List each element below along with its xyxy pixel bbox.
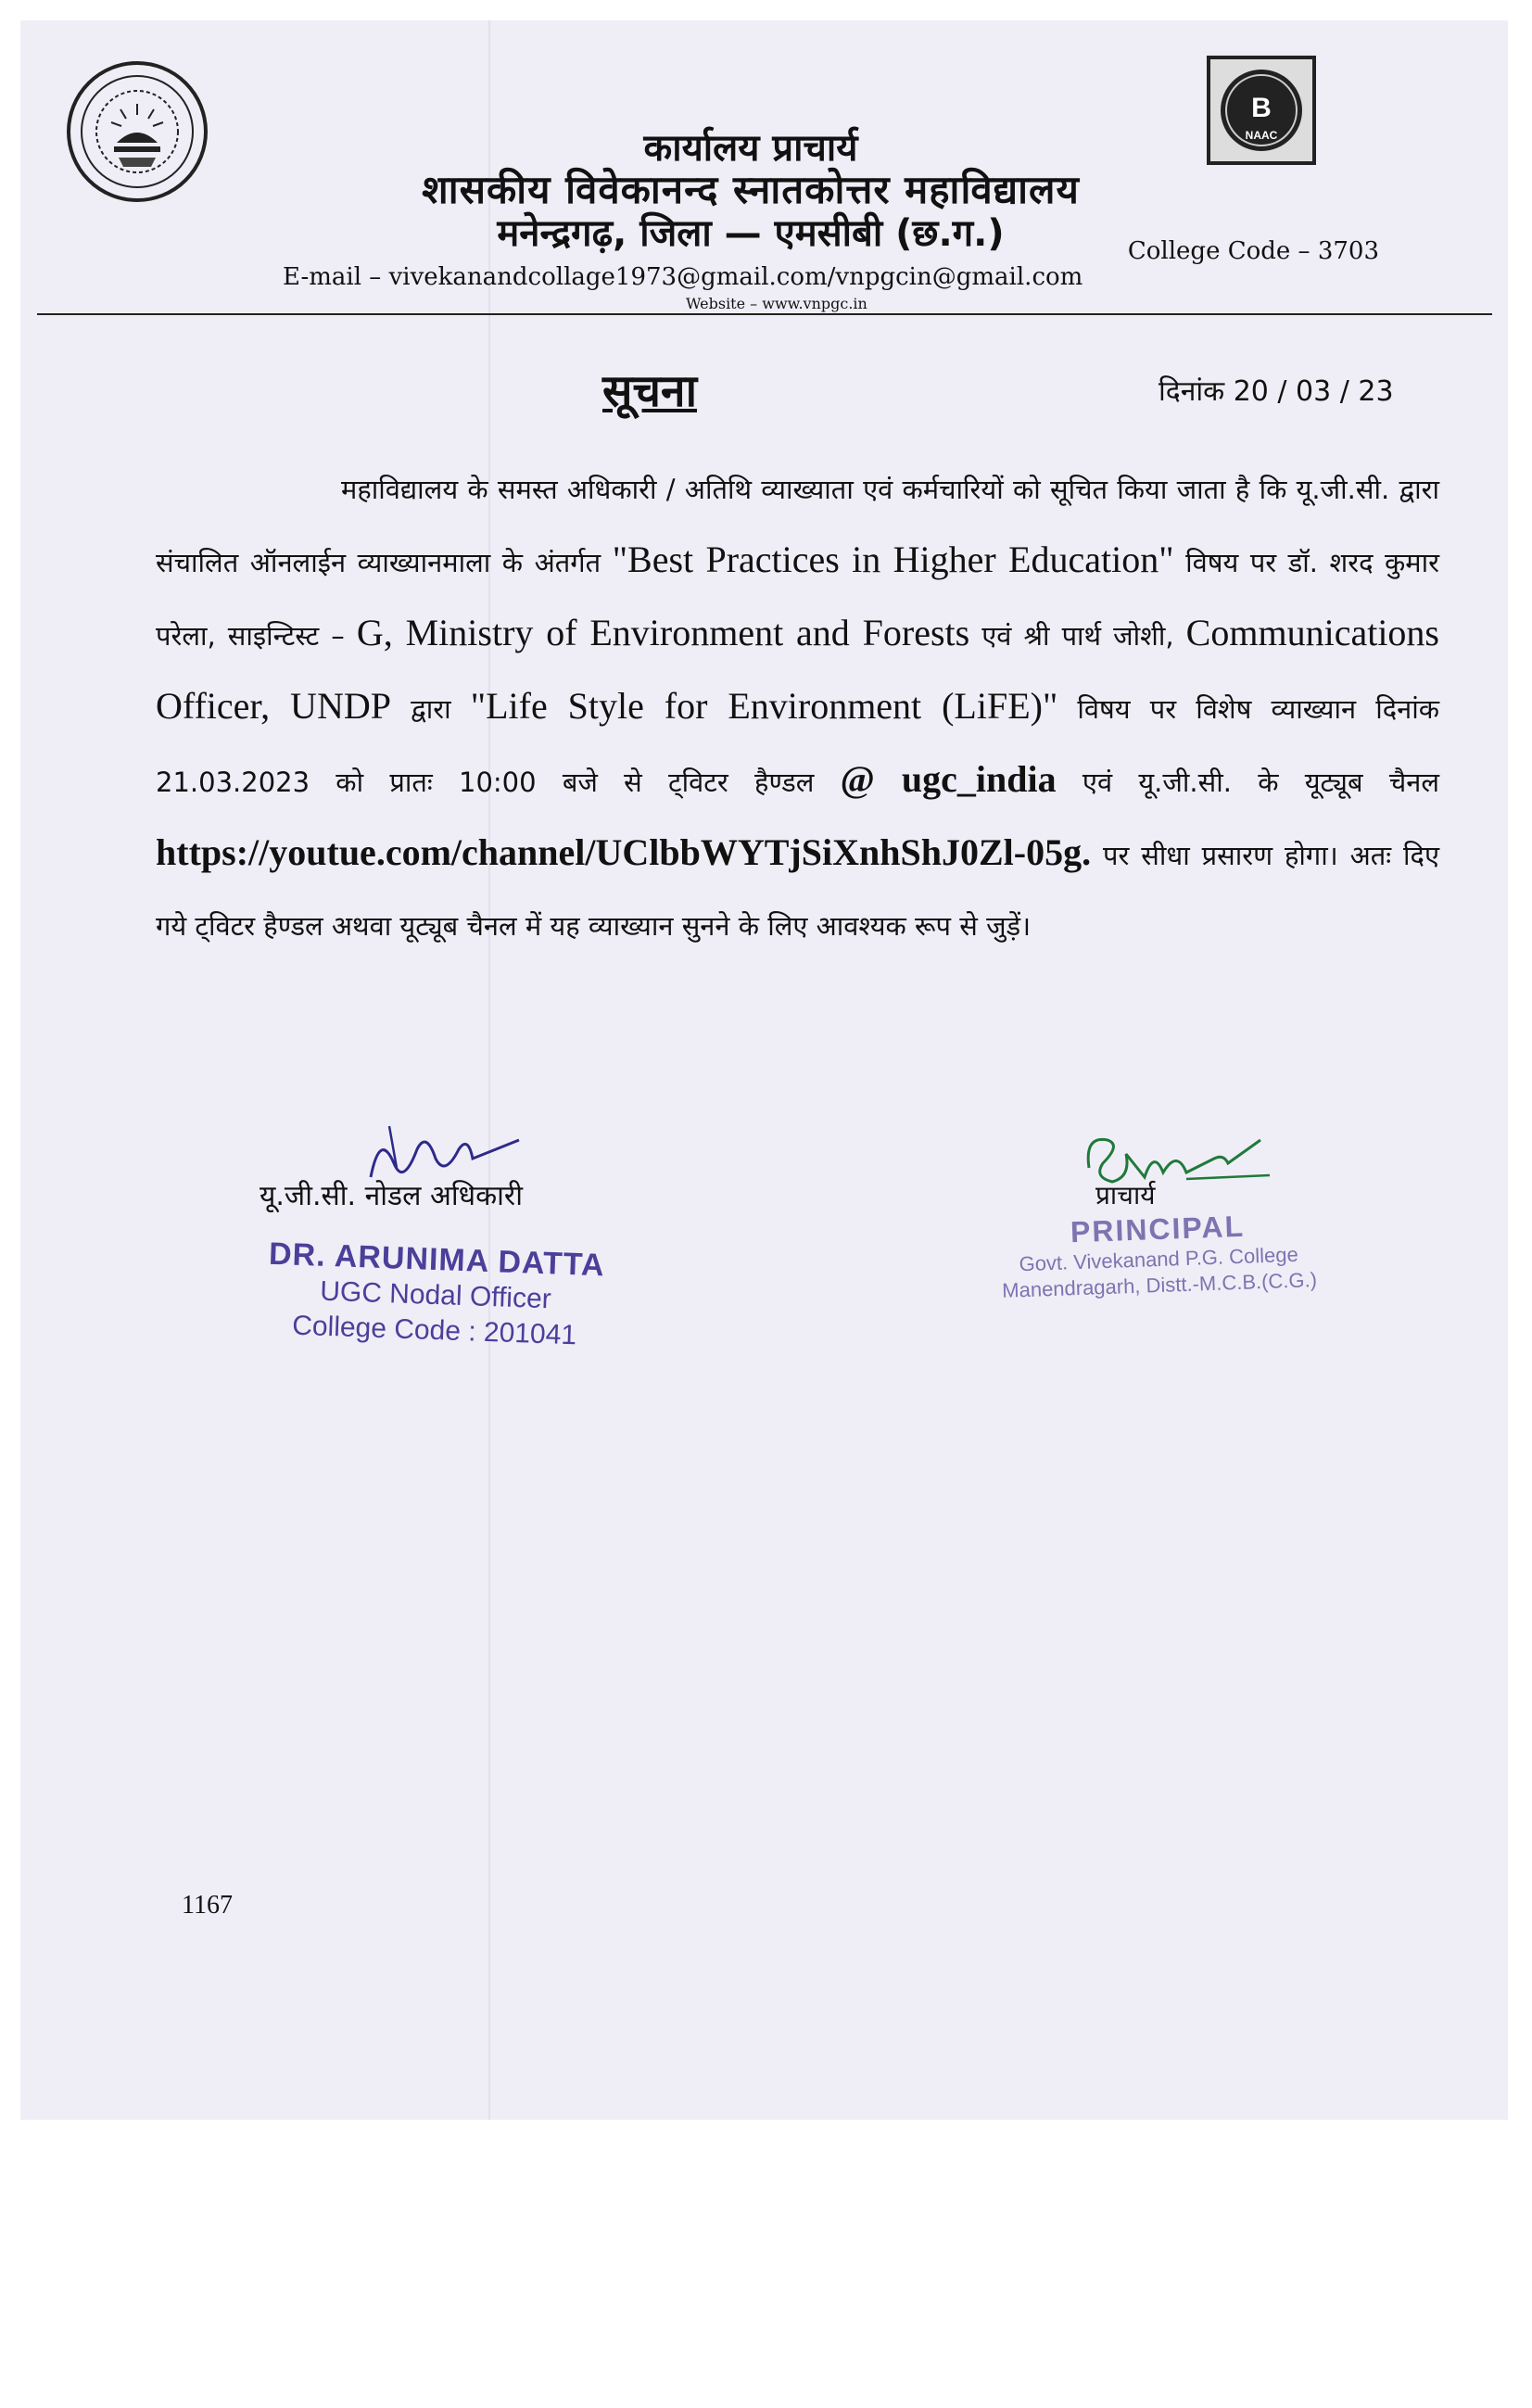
twitter-handle: @ ugc_india bbox=[840, 758, 1057, 800]
nodal-officer-label: यू.जी.सी. नोडल अधिकारी bbox=[260, 1180, 523, 1212]
body-text-1: महाविद्यालय के समस्त अधिकारी / अतिथि व्याख्याता एवं कर्मचारियों को सूचित किया जाता है कि यू.जी.सी. द्वारा संचालित ऑनलाईन व्याख्यानमाला के अंतर्गत bbox=[156, 474, 1439, 578]
body-text-2: विषय पर डॉ. शरद कुमार परेला, साइन्टिस्ट – bbox=[156, 547, 1440, 652]
nodal-stamp-code: College Code : 201041 bbox=[291, 1310, 577, 1351]
naac-grade: B bbox=[1251, 93, 1272, 123]
notice-date: दिनांक 20 / 03 / 23 bbox=[1158, 375, 1394, 408]
document-page bbox=[20, 20, 1508, 2120]
youtube-channel-link: https://youtue.com/channel/UClbbWYTjSiXnhShJ0Zl-05g. bbox=[156, 831, 1092, 873]
naac-label: NAAC bbox=[1245, 129, 1278, 142]
body-text-7: पर सीधा प्रसारण होगा। अतः दिए गये ट्विटर हैण्डल अथवा यूट्यूब चैनल में यह व्याख्यान सुनने के लिए आवश्यक रूप से जुड़ें। bbox=[156, 840, 1439, 942]
nodal-stamp-title: UGC Nodal Officer bbox=[319, 1275, 552, 1315]
principal-stamp-name: PRINCIPAL bbox=[1070, 1209, 1246, 1249]
nodal-stamp-name: DR. ARUNIMA DATTA bbox=[268, 1236, 606, 1284]
speaker-2-affiliation: Communications Officer, UNDP bbox=[156, 612, 1439, 727]
email-line: E-mail – vivekanandcollage1973@gmail.com/vnpgcin@gmail.com bbox=[283, 263, 1083, 291]
fold-line bbox=[488, 20, 490, 2120]
speaker-1-affiliation: G, Ministry of Environment and Forests bbox=[356, 612, 970, 653]
principal-stamp-college: Govt. Vivekanand P.G. College bbox=[1019, 1242, 1299, 1276]
body-text-4: द्वारा bbox=[390, 693, 471, 725]
body-text-5: विषय पर विशेष व्याख्यान दिनांक 21.03.2023 को प्रातः 10:00 बजे से ट्विटर हैण्डल bbox=[156, 693, 1440, 798]
notice-title: सूचना bbox=[602, 365, 698, 417]
body-text-3: एवं श्री पार्थ जोशी, bbox=[969, 620, 1186, 652]
college-name: शासकीय विवेकानन्द स्नातकोत्तर महाविद्यालय bbox=[422, 167, 1080, 212]
lecture-topic-1: "Best Practices in Higher Education" bbox=[612, 539, 1174, 580]
college-location: मनेन्द्रगढ़, जिला — एमसीबी (छ.ग.) bbox=[497, 212, 1005, 255]
principal-label: प्राचार्य bbox=[1095, 1180, 1156, 1210]
header-divider bbox=[37, 313, 1492, 315]
website-line: Website – www.vnpgc.in bbox=[686, 295, 867, 312]
notice-body bbox=[156, 454, 1439, 961]
college-code: College Code – 3703 bbox=[1127, 237, 1379, 265]
principal-stamp-address: Manendragarh, Distt.-M.C.B.(C.G.) bbox=[1001, 1268, 1318, 1302]
body-text-6: एवं यू.जी.सी. के यूट्यूब चैनल bbox=[1056, 767, 1439, 798]
principal-stamp bbox=[963, 1206, 1355, 1306]
office-title: कार्यालय प्राचार्य bbox=[643, 127, 858, 170]
nodal-officer-stamp bbox=[239, 1236, 632, 1356]
page-number: 1167 bbox=[182, 1891, 233, 1920]
lecture-topic-2: "Life Style for Environment (LiFE)" bbox=[470, 685, 1058, 727]
